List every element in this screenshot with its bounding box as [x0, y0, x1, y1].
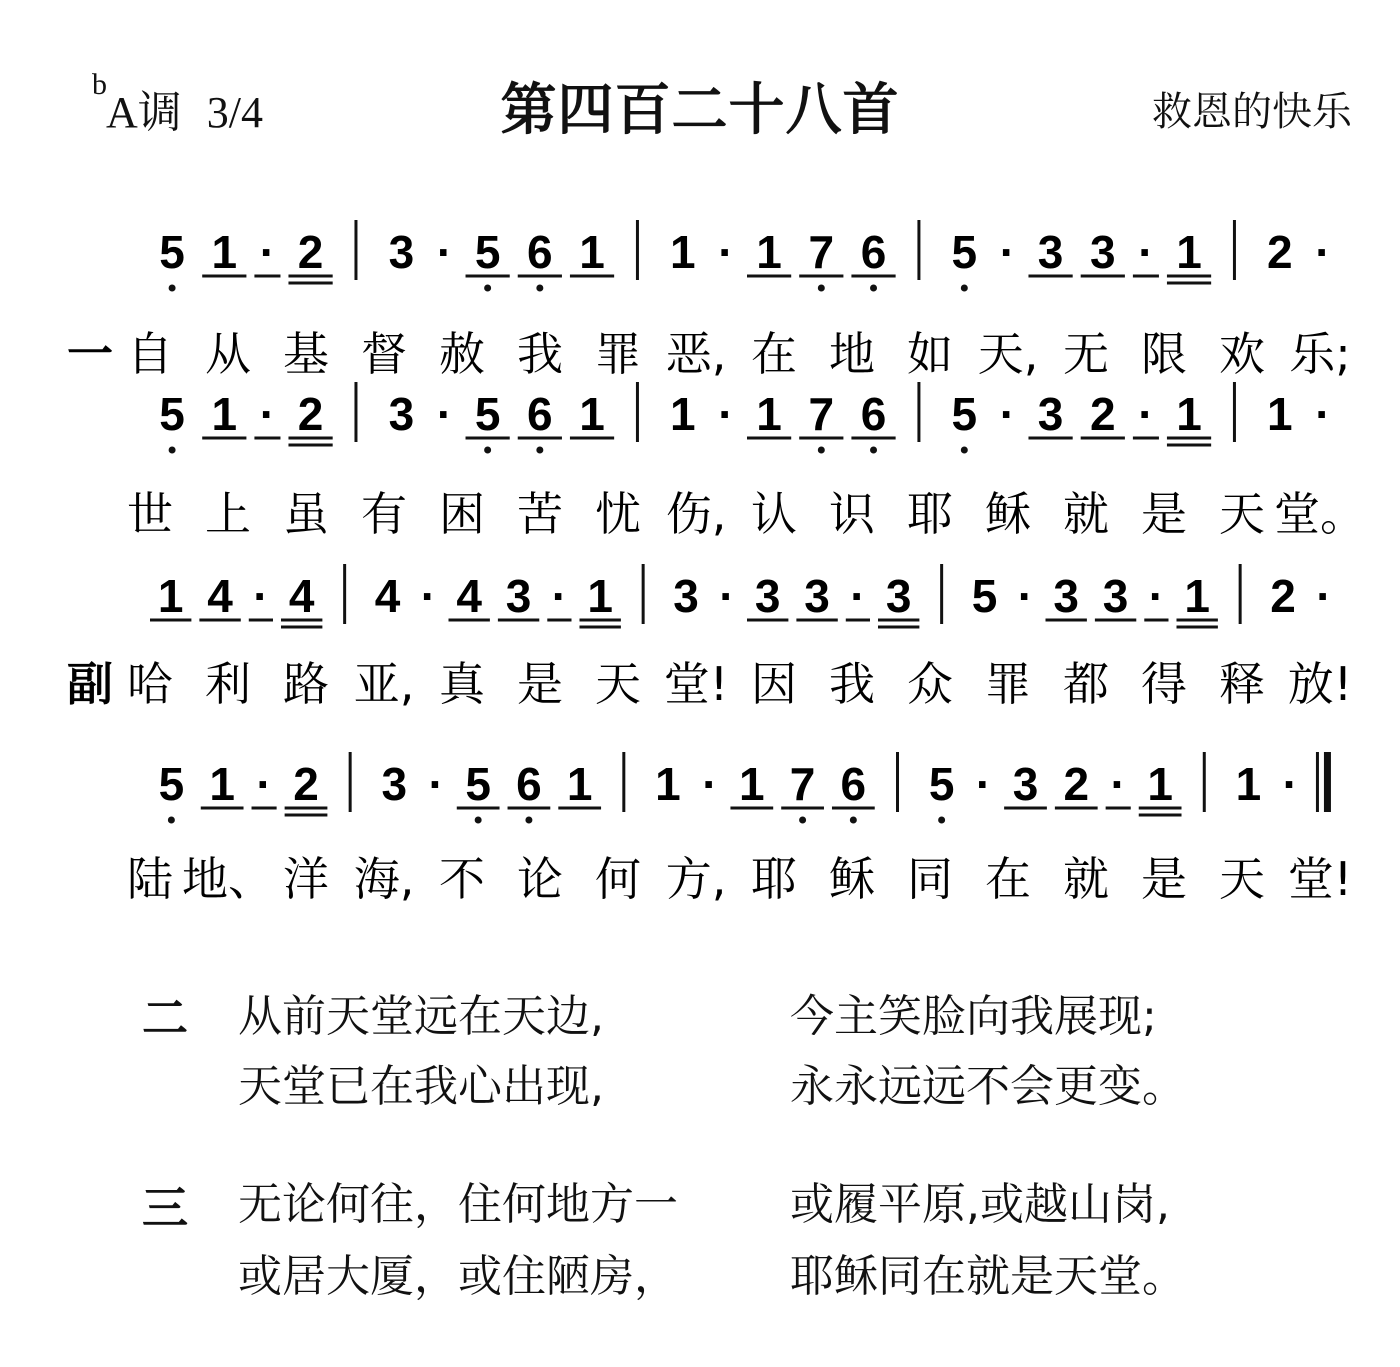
lyric-char: 稣 — [829, 852, 875, 906]
key-label: A调 — [106, 88, 182, 137]
lyric-char: 乐; — [1289, 327, 1351, 381]
lyric-char: 有 — [361, 487, 407, 541]
octave-dot-below — [938, 817, 945, 824]
lyric-char: 我 — [517, 327, 563, 381]
note: 7 — [808, 226, 835, 278]
note: 3 — [1037, 226, 1064, 278]
lyric-char: 如 — [907, 327, 953, 381]
octave-dot-below — [870, 447, 877, 454]
lyric-char: 世 — [127, 487, 173, 541]
note: 6 — [527, 388, 553, 440]
lyric-char: 在 — [751, 327, 797, 381]
note: · — [1138, 388, 1154, 440]
octave-dot-below — [850, 817, 857, 824]
octave-dot-below — [169, 285, 176, 292]
lyric-char: 众 — [907, 657, 953, 711]
note: 2 — [1267, 226, 1293, 278]
octave-dot-below — [484, 285, 491, 292]
octave-dot-below — [799, 817, 806, 824]
lyric-char: 何 — [595, 852, 641, 906]
note: 3 — [1089, 226, 1116, 278]
note: 1 — [670, 388, 696, 440]
note: 2 — [297, 226, 324, 278]
lyric-char: 不 — [439, 852, 485, 906]
note: 7 — [808, 388, 835, 440]
verse-2-line-2b: 永永远远不会更变。 — [790, 1061, 1186, 1112]
note: · — [1316, 570, 1332, 622]
note: · — [436, 388, 453, 440]
octave-dot-below — [870, 285, 877, 292]
note: 3 — [1102, 570, 1129, 622]
octave-dot-below — [525, 817, 532, 824]
note: 7 — [789, 758, 816, 810]
lyric-char: 限 — [1141, 327, 1187, 381]
note: 6 — [860, 388, 887, 440]
lyric-char: 自 — [127, 327, 173, 381]
lyric-label: 一 — [67, 327, 113, 381]
verse-2-label: 二 — [142, 991, 188, 1045]
note: · — [1282, 758, 1299, 810]
note: 5 — [971, 570, 998, 622]
note: 3 — [673, 570, 699, 622]
note: 4 — [456, 570, 482, 622]
note: 3 — [505, 570, 532, 622]
lyric-char: 哈 — [127, 657, 173, 711]
lyric-char: 苦 — [517, 487, 563, 541]
note: · — [1138, 226, 1154, 278]
lyric-char: 堂! — [1287, 852, 1353, 906]
lyric-char: 赦 — [439, 327, 485, 381]
note: 3 — [1012, 758, 1039, 810]
note: · — [551, 570, 568, 622]
octave-dot-below — [168, 817, 175, 824]
note: 1 — [1235, 758, 1262, 810]
verse-2-line-2a: 天堂已在我心出现, — [238, 1061, 604, 1112]
octave-dot-below — [169, 447, 176, 454]
lyric-char: 因 — [751, 657, 797, 711]
octave-dot-below — [536, 285, 543, 292]
note: 3 — [388, 226, 415, 278]
lyric-char: 天 — [595, 657, 641, 711]
lyric-char: 真 — [439, 657, 485, 711]
lyric-char: 利 — [205, 657, 251, 711]
note: 3 — [885, 570, 912, 622]
lyric-char: 路 — [283, 657, 329, 711]
lyric-char: 上 — [205, 487, 251, 541]
note: · — [999, 226, 1016, 278]
octave-dot-below — [536, 447, 543, 454]
note: 6 — [516, 758, 542, 810]
note: · — [1315, 226, 1331, 278]
note: · — [1148, 570, 1165, 622]
hymn-title: 第四百二十八首 — [500, 78, 900, 143]
note: 1 — [209, 758, 235, 810]
note: · — [1017, 570, 1034, 622]
lyric-char: 督 — [361, 327, 407, 381]
lyric-char: 是 — [1141, 487, 1187, 541]
note: 2 — [1063, 758, 1090, 810]
octave-dot-below — [961, 447, 968, 454]
lyric-char: 方, — [665, 852, 727, 906]
note: 5 — [159, 226, 185, 278]
note: 3 — [1053, 570, 1079, 622]
note: · — [999, 388, 1016, 440]
note: · — [1110, 758, 1126, 810]
verse-3-label: 三 — [142, 1181, 188, 1235]
lyric-char: 困 — [439, 487, 485, 541]
note: 6 — [840, 758, 867, 810]
verse-3-line-2b: 耶稣同在就是天堂。 — [790, 1251, 1186, 1302]
lyric-char: 忧 — [595, 487, 641, 541]
lyric-char: 都 — [1063, 657, 1109, 711]
note: 4 — [374, 570, 401, 622]
octave-dot-below — [484, 447, 491, 454]
note: 4 — [288, 570, 315, 622]
lyric-char: 是 — [1141, 852, 1187, 906]
note: · — [719, 570, 735, 622]
lyric-char: 认 — [751, 487, 797, 541]
lyric-char: 耶 — [751, 852, 797, 906]
lyric-char: 从 — [205, 327, 251, 381]
note: · — [975, 758, 992, 810]
octave-dot-below — [818, 285, 825, 292]
lyric-char: 论 — [517, 852, 563, 906]
lyric-char: 释 — [1219, 657, 1265, 711]
lyric-char: 识 — [829, 487, 875, 541]
note: 2 — [297, 388, 324, 440]
lyric-char: 同 — [907, 852, 953, 906]
lyric-label: 副 — [67, 657, 113, 711]
note: · — [718, 388, 734, 440]
note: 5 — [465, 758, 491, 810]
lyric-char: 天 — [1219, 852, 1265, 906]
note: 5 — [474, 226, 501, 278]
note: 1 — [655, 758, 681, 810]
verse-3-line-1b: 或履平原,或越山岗, — [790, 1179, 1170, 1230]
note: 3 — [381, 758, 408, 810]
note: 6 — [527, 226, 553, 278]
note: 1 — [739, 758, 765, 810]
note: · — [850, 570, 866, 622]
note: 5 — [474, 388, 501, 440]
lyric-char: 亚, — [353, 657, 415, 711]
lyric-char: 天 — [1219, 487, 1265, 541]
note: 3 — [754, 570, 781, 622]
note: · — [436, 226, 453, 278]
lyric-char: 伤, — [665, 487, 727, 541]
lyric-char: 堂。 — [1274, 487, 1366, 541]
lyric-char: 天, — [977, 327, 1039, 381]
lyric-char: 得 — [1141, 657, 1187, 711]
lyric-char: 陆 — [127, 852, 173, 906]
note: 5 — [158, 758, 185, 810]
note: 2 — [293, 758, 319, 810]
note: 2 — [1270, 570, 1296, 622]
octave-dot-below — [818, 447, 825, 454]
lyric-char: 虽 — [283, 487, 329, 541]
verse-3-line-1a: 无论何往，住何地方一 — [238, 1179, 678, 1230]
note: 1 — [211, 388, 238, 440]
note: 4 — [207, 570, 233, 622]
note: 1 — [587, 570, 613, 622]
note: 1 — [1147, 758, 1173, 810]
note: 5 — [951, 388, 978, 440]
verse-3-line-2a: 或居大厦，或住陋房， — [238, 1251, 678, 1302]
lyric-char: 在 — [985, 852, 1031, 906]
lyric-char: 无 — [1063, 327, 1109, 381]
lyric-char: 罪 — [985, 657, 1031, 711]
note: · — [428, 758, 444, 810]
octave-dot-below — [961, 285, 968, 292]
note: 2 — [1089, 388, 1116, 440]
note: 3 — [1037, 388, 1064, 440]
lyric-char: 海, — [353, 852, 415, 906]
verse-2-line-1a: 从前天堂远在天边, — [238, 991, 604, 1042]
lyric-char: 基 — [283, 327, 329, 381]
lyric-char: 地、 — [182, 852, 274, 906]
note: 1 — [756, 388, 782, 440]
lyric-char: 我 — [829, 657, 875, 711]
note: 3 — [388, 388, 415, 440]
lyric-char: 地 — [829, 327, 875, 381]
note: · — [420, 570, 437, 622]
note: 1 — [1184, 570, 1210, 622]
flat-sign: b — [92, 68, 107, 101]
note: 5 — [951, 226, 978, 278]
note: 1 — [670, 226, 696, 278]
lyric-char: 放! — [1287, 657, 1353, 711]
note: · — [1315, 388, 1331, 440]
lyric-char: 稣 — [985, 487, 1031, 541]
note: 1 — [1176, 226, 1202, 278]
lyric-char: 就 — [1063, 487, 1109, 541]
verse-2-line-1b: 今主笑脸向我展现; — [790, 991, 1157, 1042]
note: · — [718, 226, 734, 278]
time-signature: 3/4 — [206, 88, 264, 137]
note: · — [702, 758, 718, 810]
lyric-char: 耶 — [907, 487, 953, 541]
note: 3 — [804, 570, 830, 622]
lyric-char: 欢 — [1219, 327, 1265, 381]
note: 1 — [1267, 388, 1293, 440]
note: 1 — [157, 570, 184, 622]
octave-dot-below — [475, 817, 482, 824]
note: 1 — [566, 758, 593, 810]
lyric-char: 是 — [517, 657, 563, 711]
note: 1 — [1176, 388, 1202, 440]
note: · — [253, 570, 269, 622]
note: 1 — [579, 388, 605, 440]
note: 6 — [860, 226, 887, 278]
note: · — [256, 758, 272, 810]
lyric-char: 就 — [1063, 852, 1109, 906]
lyric-char: 堂! — [663, 657, 729, 711]
lyric-char: 罪 — [595, 327, 641, 381]
note: 1 — [579, 226, 605, 278]
note: · — [259, 388, 276, 440]
note: · — [259, 226, 276, 278]
lyric-char: 恶, — [665, 327, 727, 381]
hymn-subtitle: 救恩的快乐 — [1152, 89, 1352, 135]
lyric-char: 洋 — [283, 852, 329, 906]
note: 5 — [928, 758, 955, 810]
note: 1 — [756, 226, 782, 278]
note: 5 — [159, 388, 185, 440]
note: 1 — [211, 226, 238, 278]
